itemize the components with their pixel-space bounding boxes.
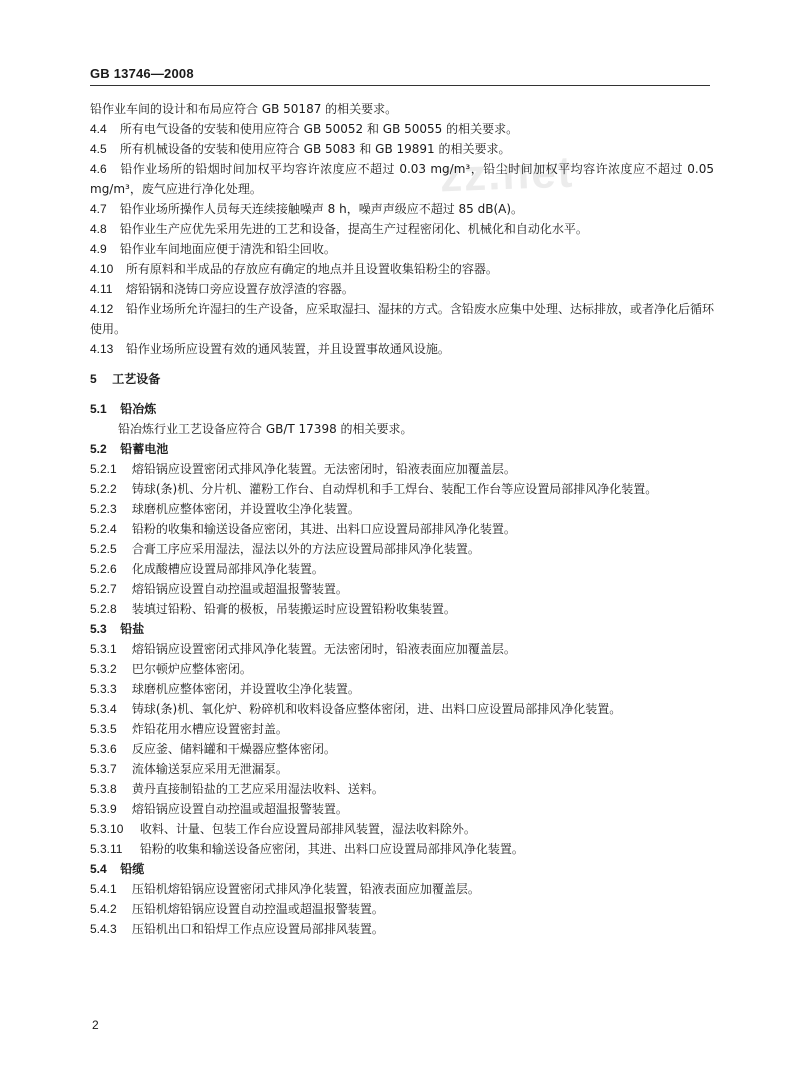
clause-5-3-7 [90,759,714,779]
clause-text: 所有机械设备的安装和使用应符合 GB 5083 和 GB 19891 的相关要求。 [119,142,511,156]
clause-text: 铅粉的收集和输送设备应密闭，其进、出料口应设置局部排风净化装置。 [139,842,524,856]
clause-5-3-3 [90,679,714,699]
clause-5-2-7 [90,579,714,599]
clause-number: 5.3.3 [90,682,117,696]
clause-text: 铅作业场所的铅烟时间加权平均容许浓度应不超过 0.03 mg/m³，铅尘时间加权平均容许浓度应不超过 0.05 mg/m³，废气应进行净化处理。 [90,162,714,196]
clause-text: 压铅机熔铅锅应设置密闭式排风净化装置，铅液表面应加覆盖层。 [131,882,480,896]
clause-5-2-5 [90,539,714,559]
section-title: 铅缆 [120,862,145,876]
clause-number: 5.2.1 [90,462,117,476]
section-number: 5.2 [90,442,107,456]
clause-5-2-8 [90,599,714,619]
clause-text: 化成酸槽应设置局部排风净化装置。 [131,562,324,576]
clause-text: 铅作业生产应优先采用先进的工艺和设备，提高生产过程密闭化、机械化和自动化水平。 [119,222,588,236]
clause-4-11 [90,279,714,299]
clause-4-9 [90,239,714,259]
clause-number: 4.5 [90,142,107,156]
clause-number: 5.2.2 [90,482,117,496]
clause-4-6 [90,159,714,199]
clause-number: 5.2.4 [90,522,117,536]
page-number: 2 [92,1018,99,1032]
clause-number: 5.3.5 [90,722,117,736]
clause-5-4-1 [90,879,714,899]
section-title: 工艺设备 [112,372,161,386]
clause-5-2-4 [90,519,714,539]
clause-text: 装填过铅粉、铅膏的极板，吊装搬运时应设置铅粉收集装置。 [131,602,456,616]
clause-text: 铅作业场所应设置有效的通风装置，并且设置事故通风设施。 [125,342,450,356]
clause-text: 收料、计量、包装工作台应设置局部排风装置，湿法收料除外。 [139,822,476,836]
clause-5-3-4 [90,699,714,719]
clause-text: 合膏工序应采用湿法，湿法以外的方法应设置局部排风净化装置。 [131,542,480,556]
clause-4-8 [90,219,714,239]
section-number: 5 [90,372,97,386]
section-title: 铅盐 [120,622,145,636]
clause-number: 4.13 [90,342,114,356]
clause-text: 巴尔顿炉应整体密闭。 [131,662,252,676]
clause-number: 5.3.10 [90,822,124,836]
paragraph: 铅冶炼行业工艺设备应符合 GB/T 17398 的相关要求。 [118,422,413,436]
clause-number: 5.4.2 [90,902,117,916]
clause-number: 5.2.6 [90,562,117,576]
subsection-5-3-heading [90,619,714,639]
clause-text: 黄丹直接制铅盐的工艺应采用湿法收料、送料。 [131,782,384,796]
clause-5-3-11 [90,839,714,859]
clause-number: 4.9 [90,242,107,256]
clause-5-4-3 [90,919,714,939]
clause-5-4-2 [90,899,714,919]
clause-4-10 [90,259,714,279]
clause-text: 铸球(条)机、氧化炉、粉碎机和收料设备应整体密闭，进、出料口应设置局部排风净化装置。 [131,702,622,716]
clause-text: 球磨机应整体密闭，并设置收尘净化装置。 [131,502,360,516]
subsection-5-1-heading [90,399,714,419]
subsection-5-2-heading [90,439,714,459]
clause-number: 5.4.3 [90,922,117,936]
clause-number: 5.3.8 [90,782,117,796]
clause-number: 4.8 [90,222,107,236]
section-title: 铅冶炼 [120,402,157,416]
clause-number: 5.2.3 [90,502,117,516]
clause-text: 铸球(条)机、分片机、灌粉工作台、自动焊机和手工焊台、装配工作台等应设置局部排风净化装置。 [131,482,658,496]
clause-number: 5.4.1 [90,882,117,896]
clause-number: 4.11 [90,282,113,296]
clause-text: 炸铅花用水槽应设置密封盖。 [131,722,288,736]
clause-text: 压铅机出口和铅焊工作点应设置局部排风装置。 [131,922,384,936]
clause-5-3-10 [90,819,714,839]
section-number: 5.1 [90,402,107,416]
clause-text: 流体输送泵应采用无泄漏泵。 [131,762,288,776]
clause-text: 熔铅锅和浇铸口旁应设置存放浮渣的容器。 [125,282,354,296]
clause-number: 4.10 [90,262,114,276]
clause-text: 铅作业车间地面应便于清洗和铅尘回收。 [119,242,336,256]
section-title: 铅蓄电池 [120,442,169,456]
clause-number: 5.3.1 [90,642,117,656]
clause-4-5 [90,139,714,159]
header-divider [90,85,710,86]
clause-number: 5.3.11 [90,842,123,856]
clause-5-3-9 [90,799,714,819]
subsection-5-4-heading [90,859,714,879]
section-5-heading [90,369,714,389]
document-body [90,99,714,939]
clause-text: 反应釜、储料罐和干燥器应整体密闭。 [131,742,336,756]
clause-number: 5.3.9 [90,802,117,816]
clause-4-13 [90,339,714,359]
clause-4-4 [90,119,714,139]
clause-4-7 [90,199,714,219]
clause-5-3-1 [90,639,714,659]
clause-5-3-6 [90,739,714,759]
clause-5-3-2 [90,659,714,679]
clause-text: 熔铅锅应设置密闭式排风净化装置。无法密闭时，铅液表面应加覆盖层。 [131,462,516,476]
clause-number: 5.3.4 [90,702,117,716]
clause-number: 4.6 [90,162,107,176]
clause-text: 熔铅锅应设置自动控温或超温报警装置。 [131,582,348,596]
clause-text: 铅作业场所操作人员每天连续接触噪声 8 h，噪声声级应不超过 85 dB(A)。 [119,202,524,216]
clause-text: 球磨机应整体密闭，并设置收尘净化装置。 [131,682,360,696]
section-number: 5.3 [90,622,107,636]
watermark: zz.net [439,147,576,202]
clause-4-12 [90,299,714,339]
clause-number: 5.2.8 [90,602,117,616]
clause-number: 5.2.5 [90,542,117,556]
clause-number: 4.7 [90,202,107,216]
clause-text: 压铅机熔铅锅应设置自动控温或超温报警装置。 [131,902,384,916]
clause-5-2-2 [90,479,714,499]
clause-number: 5.3.2 [90,662,117,676]
clause-text: 熔铅锅应设置自动控温或超温报警装置。 [131,802,348,816]
clause-5-3-5 [90,719,714,739]
clause-text: 铅粉的收集和输送设备应密闭，其进、出料口应设置局部排风净化装置。 [131,522,516,536]
clause-number: 4.12 [90,302,114,316]
clause-number: 5.2.7 [90,582,117,596]
clause-5-3-8 [90,779,714,799]
clause-5-2-3 [90,499,714,519]
clause-5-2-1 [90,459,714,479]
clause-5-2-6 [90,559,714,579]
clause-number: 5.3.6 [90,742,117,756]
clause-text: 熔铅锅应设置密闭式排风净化装置。无法密闭时，铅液表面应加覆盖层。 [131,642,516,656]
paragraph: 铅作业车间的设计和布局应符合 GB 50187 的相关要求。 [90,102,398,116]
clause-number: 4.4 [90,122,107,136]
section-number: 5.4 [90,862,107,876]
clause-text: 所有原料和半成品的存放应有确定的地点并且设置收集铅粉尘的容器。 [125,262,498,276]
clause-text: 所有电气设备的安装和使用应符合 GB 50052 和 GB 50055 的相关要求。 [119,122,519,136]
clause-number: 5.3.7 [90,762,117,776]
clause-text: 铅作业场所允许湿扫的生产设备，应采取湿扫、湿抹的方式。含铅废水应集中处理、达标排放，或者净化后循环使用。 [90,302,714,336]
standard-code: GB 13746—2008 [90,66,194,81]
